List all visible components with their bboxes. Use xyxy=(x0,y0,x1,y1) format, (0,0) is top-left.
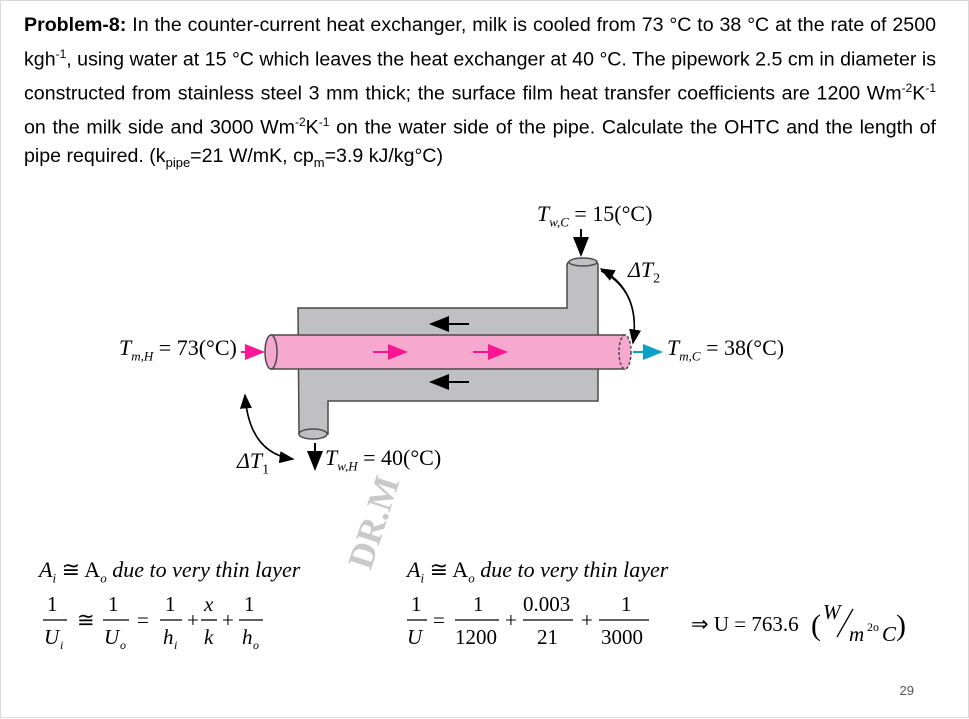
svg-text:C: C xyxy=(882,622,897,646)
pipe-inlet-end xyxy=(265,335,277,369)
sub-pipe: pipe xyxy=(165,154,191,170)
svg-text:(: ( xyxy=(811,609,821,642)
label-t-water-hot: $T_{w,H} = 40(^\circ C)$ xyxy=(325,445,442,474)
sup-2: -2 xyxy=(901,80,913,95)
label-delta-t1: $\Delta T_1$ xyxy=(237,448,270,478)
problem-text-7: =21 W/mK, cp xyxy=(190,144,314,167)
label-delta-t2: $\Delta T_2$ xyxy=(628,257,661,287)
milk-pipe xyxy=(271,335,625,369)
left-formula xyxy=(37,589,327,659)
svg-text:0.003: 0.003 xyxy=(523,592,571,616)
svg-text:o: o xyxy=(253,638,259,652)
left-area-note: $A_i$ ≅ $A_o$ due to very thin layer xyxy=(39,557,301,586)
svg-text:21: 21 xyxy=(537,625,558,649)
svg-text:+: + xyxy=(505,608,517,632)
problem-label: Problem-8: xyxy=(24,14,127,36)
svg-text:h: h xyxy=(163,625,174,649)
svg-text:1: 1 xyxy=(108,592,119,616)
svg-text:): ) xyxy=(896,609,906,642)
sup-3: -1 xyxy=(925,80,936,95)
svg-text:≅: ≅ xyxy=(77,608,95,632)
label-t-water-cold: $T_{w,C} = 15(^\circ C)$ xyxy=(537,201,653,230)
svg-text:1: 1 xyxy=(165,592,176,616)
svg-text:1: 1 xyxy=(47,592,58,616)
problem-text-6: on the water side of the pipe. Calculate the OHTC and the length of pipe required. (k xyxy=(24,116,936,167)
svg-text:=: = xyxy=(137,608,149,632)
svg-text:U: U xyxy=(44,625,60,649)
svg-text:1: 1 xyxy=(411,592,422,616)
sub-m: m xyxy=(313,154,325,170)
water-inlet-end xyxy=(569,258,597,266)
problem-text-5: K xyxy=(305,116,319,139)
svg-text:k: k xyxy=(204,625,214,649)
svg-text:1200: 1200 xyxy=(455,625,497,649)
svg-text:=: = xyxy=(433,608,445,632)
problem-text-1: In the counter-current heat exchanger, milk is cooled from 73 °C to 38 °C at the rate of 2500 kgh xyxy=(24,14,936,71)
svg-text:m: m xyxy=(849,622,865,646)
svg-text:o: o xyxy=(120,638,126,652)
water-outlet-end xyxy=(299,429,327,439)
svg-text:1: 1 xyxy=(473,592,484,616)
right-area-note: $A_i$ ≅ $A_o$ due to very thin layer xyxy=(407,557,669,586)
svg-text:1: 1 xyxy=(244,592,255,616)
sup-4: -2 xyxy=(294,114,306,129)
svg-text:+: + xyxy=(222,608,234,632)
svg-text:⇒ U = 763.6: ⇒ U = 763.6 xyxy=(691,612,799,636)
svg-text:U: U xyxy=(407,625,423,649)
svg-text:U: U xyxy=(104,625,120,649)
svg-text:1: 1 xyxy=(621,592,632,616)
svg-text:i: i xyxy=(174,638,178,652)
page-number: 29 xyxy=(899,683,914,698)
sup-5: -1 xyxy=(318,114,330,129)
svg-text:W: W xyxy=(823,600,841,624)
watermark: DR.M xyxy=(339,470,408,574)
problem-text-3: K xyxy=(912,82,926,105)
sup-1: -1 xyxy=(55,46,67,61)
svg-text:+: + xyxy=(187,608,199,632)
problem-text-8: =3.9 kJ/kg°C) xyxy=(324,144,443,167)
svg-text:3000: 3000 xyxy=(601,625,643,649)
svg-text:2o: 2o xyxy=(867,620,879,634)
svg-text:x: x xyxy=(204,592,214,616)
problem-text-4: on the milk side and 3000 Wm xyxy=(24,116,295,139)
right-formula xyxy=(403,589,683,659)
pipe-outlet-end xyxy=(619,335,631,369)
svg-text:h: h xyxy=(242,625,253,649)
label-t-milk-cold: $T_{m,C} = 38(^\circ C)$ xyxy=(667,335,785,364)
label-t-milk-hot: $T_{m,H} = 73(^\circ C)$ xyxy=(119,335,237,364)
svg-text:+: + xyxy=(581,608,593,632)
problem-text-2: , using water at 15 °C which leaves the heat exchanger at 40 °C. The pipework 2.5 cm in diameter is constructed from stainless steel 3 mm thick; the surface film heat transfer coefficients are 1200 Wm xyxy=(24,48,936,105)
result-formula xyxy=(691,597,951,657)
svg-text:i: i xyxy=(60,638,64,652)
